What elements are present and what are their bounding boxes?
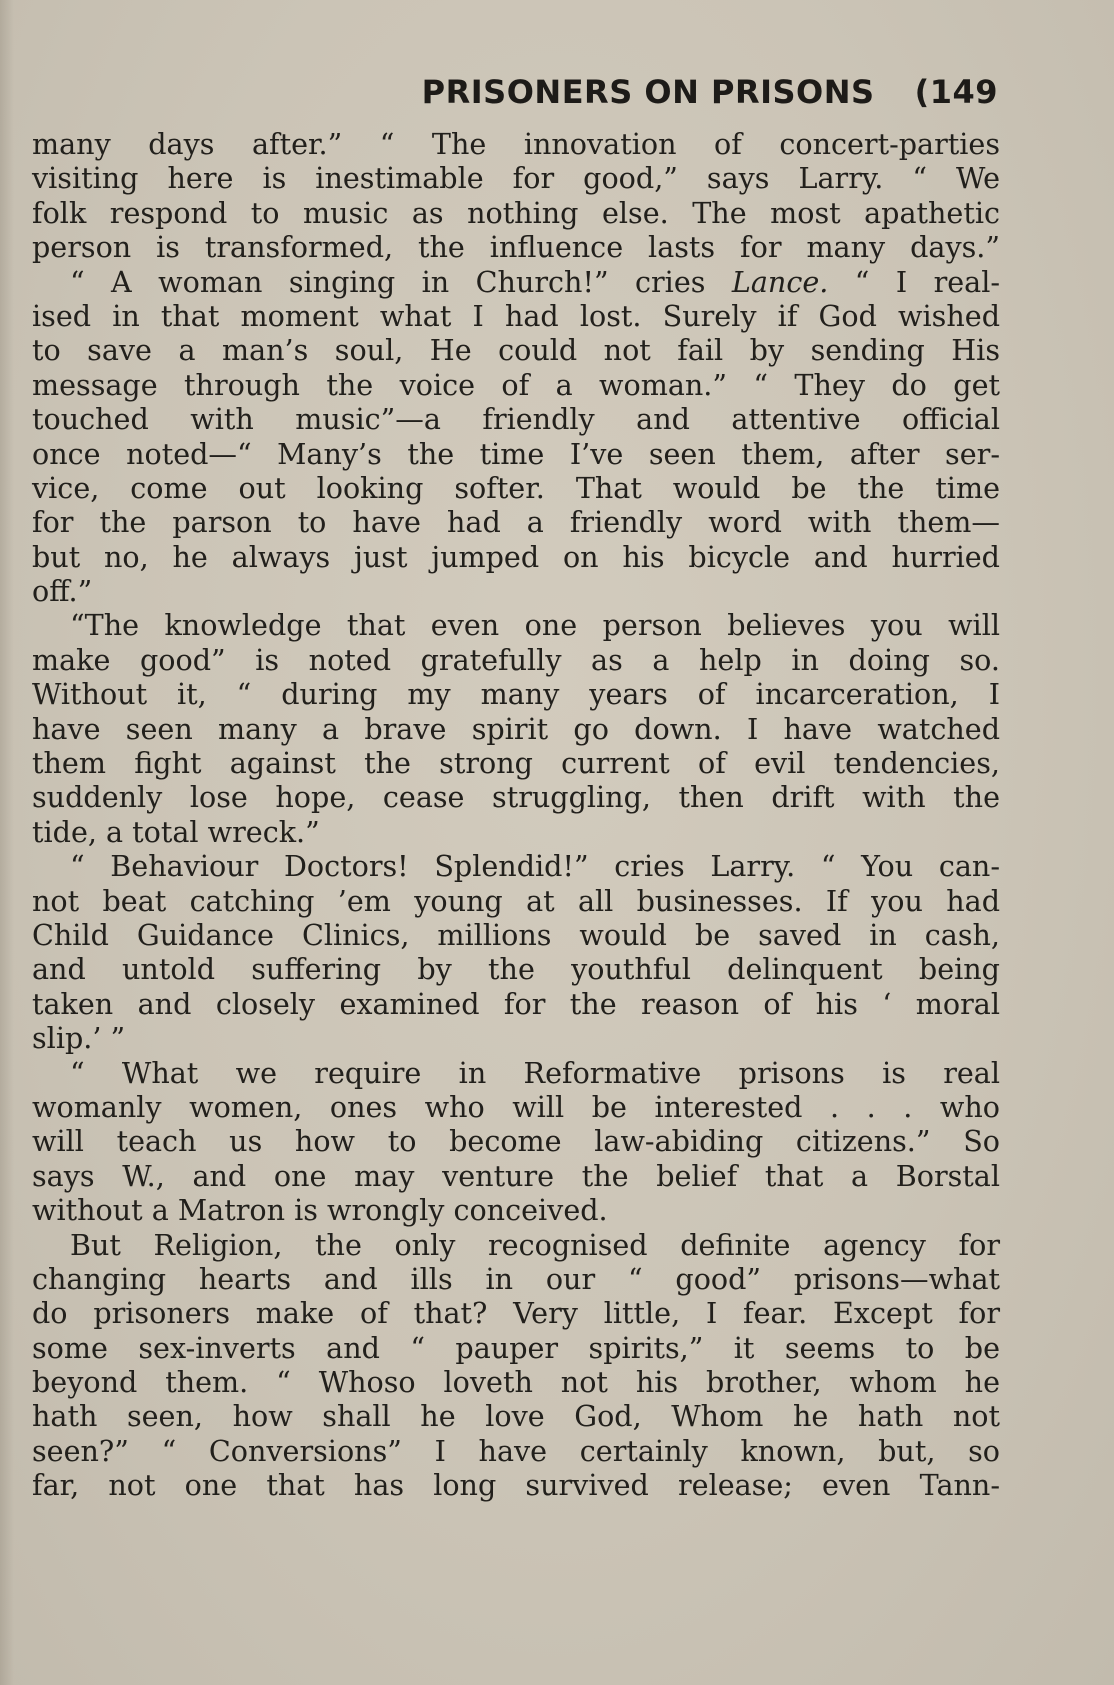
text-line (32, 1331, 1000, 1365)
text-line-content: taken and closely examined for the reason of his ‘ moral (32, 986, 1000, 1021)
text-line-content: message through the voice of a woman.” “ They do get (32, 367, 1000, 402)
text-line-content: many days after.” “ The innovation of concert-parties (32, 127, 1000, 161)
text-line-content: womanly women, ones who will be interested . . . who (32, 1089, 1000, 1124)
text-line-content: person is transformed, the influence lasts for many days.” (32, 230, 1000, 265)
running-header (34, 70, 998, 114)
text-line (32, 884, 1000, 918)
text-line (32, 918, 1000, 952)
text-line (32, 368, 1000, 402)
text-line (32, 574, 1000, 608)
text-line (32, 196, 1000, 230)
text-line-content: vice, come out looking softer. That would be the time (32, 470, 1000, 505)
text-line-content: But Religion, the only recognised definite agency for (70, 1227, 1000, 1262)
text-line-content: and untold suffering by the youthful delinquent being (32, 952, 1000, 987)
page-number: (149 (914, 73, 998, 111)
text-line (32, 1021, 1000, 1055)
text-line (32, 1056, 1000, 1090)
text-line (32, 608, 1000, 642)
text-line (32, 127, 1000, 161)
text-line-content: beyond them. “ Whoso loveth not his brother, whom he (32, 1365, 1000, 1400)
text-line (32, 1365, 1000, 1399)
text-line (32, 1468, 1000, 1502)
text-line (32, 471, 1000, 505)
text-line-content: Child Guidance Clinics, millions would be saved in cash, (32, 917, 1000, 952)
text-line (32, 402, 1000, 436)
text-line-content: changing hearts and ills in our “ good” prisons—what (32, 1261, 1000, 1296)
text-line-content: once noted—“ Many’s the time I’ve seen them, after ser- (32, 436, 1000, 471)
text-line (32, 1434, 1000, 1468)
text-line (32, 780, 1000, 814)
text-line-content: visiting here is inestimable for good,” says Larry. “ We (32, 161, 1000, 196)
text-line (32, 1193, 1000, 1227)
text-line-content: do prisoners make of that? Very little, I fear. Except for (32, 1296, 1000, 1331)
text-line (32, 815, 1000, 849)
text-line-content: have seen many a brave spirit go down. I have watched (32, 711, 1000, 746)
running-header-title: PRISONERS ON PRISONS (421, 73, 875, 111)
text-line (32, 712, 1000, 746)
text-line-content: “ A woman singing in Church!” cries (70, 264, 706, 299)
text-line (32, 849, 1000, 883)
text-line-content: “ Behaviour Doctors! Splendid!” cries Larry. “ You can- (70, 849, 1000, 884)
text-line-content: suddenly lose hope, cease struggling, then drift with the (32, 780, 1000, 815)
text-line-content: folk respond to music as nothing else. The most apathetic (32, 195, 1000, 230)
text-line (32, 265, 1000, 299)
text-line-continuation: “ I real- (828, 264, 1001, 299)
text-line (32, 230, 1000, 264)
body-text (32, 127, 1000, 1503)
text-line (32, 1159, 1000, 1193)
text-line-content: seen?” “ Conversions” I have certainly known, but, so (32, 1433, 1000, 1468)
text-line-content: without a Matron is wrongly conceived. (32, 1193, 608, 1228)
text-line-content: to save a man’s soul, He could not fail by sending His (32, 333, 1000, 368)
italic-name: Lance. (731, 264, 829, 299)
text-line (32, 299, 1000, 333)
text-line (32, 1090, 1000, 1124)
text-line-content: make good” is noted gratefully as a help in doing so. (32, 642, 1000, 677)
text-line-content: for the parson to have had a friendly word with them— (32, 505, 1000, 540)
text-line-content: “ What we require in Reformative prisons is real (70, 1055, 1000, 1090)
text-line-content: ised in that moment what I had lost. Surely if God wished (32, 298, 1000, 333)
text-line-content: them fight against the strong current of evil tendencies, (32, 746, 1000, 781)
text-line-content: not beat catching ’em young at all businesses. If you had (32, 883, 1000, 918)
text-line (32, 333, 1000, 367)
text-line-content: touched with music”—a friendly and attentive official (32, 402, 1000, 437)
text-line (32, 1399, 1000, 1433)
text-line-content: slip.’ ” (32, 1021, 126, 1056)
text-line (32, 540, 1000, 574)
text-line (32, 677, 1000, 711)
text-line (32, 437, 1000, 471)
text-line (32, 505, 1000, 539)
text-line (32, 1124, 1000, 1158)
text-line (32, 1228, 1000, 1262)
text-line (32, 643, 1000, 677)
text-line (32, 1296, 1000, 1330)
text-line (32, 746, 1000, 780)
text-line-content: tide, a total wreck.” (32, 814, 320, 849)
text-line (32, 161, 1000, 195)
text-line-content: but no, he always just jumped on his bicycle and hurried (32, 539, 1000, 574)
text-line (32, 952, 1000, 986)
text-line (32, 1262, 1000, 1296)
text-line-content: some sex-inverts and “ pauper spirits,” it seems to be (32, 1330, 1000, 1365)
text-line-content: Without it, “ during my many years of incarceration, I (32, 677, 1000, 712)
text-line-content: “The knowledge that even one person believes you will (70, 608, 1000, 643)
text-line-content: will teach us how to become law-abiding citizens.” So (32, 1124, 1000, 1159)
text-line-content: off.” (32, 574, 93, 609)
text-line-content: hath seen, how shall he love God, Whom he hath not (32, 1399, 1000, 1434)
text-line-content: says W., and one may venture the belief that a Borstal (32, 1158, 1000, 1193)
text-line (32, 987, 1000, 1021)
text-line-content: far, not one that has long survived release; even Tann- (32, 1468, 1000, 1503)
